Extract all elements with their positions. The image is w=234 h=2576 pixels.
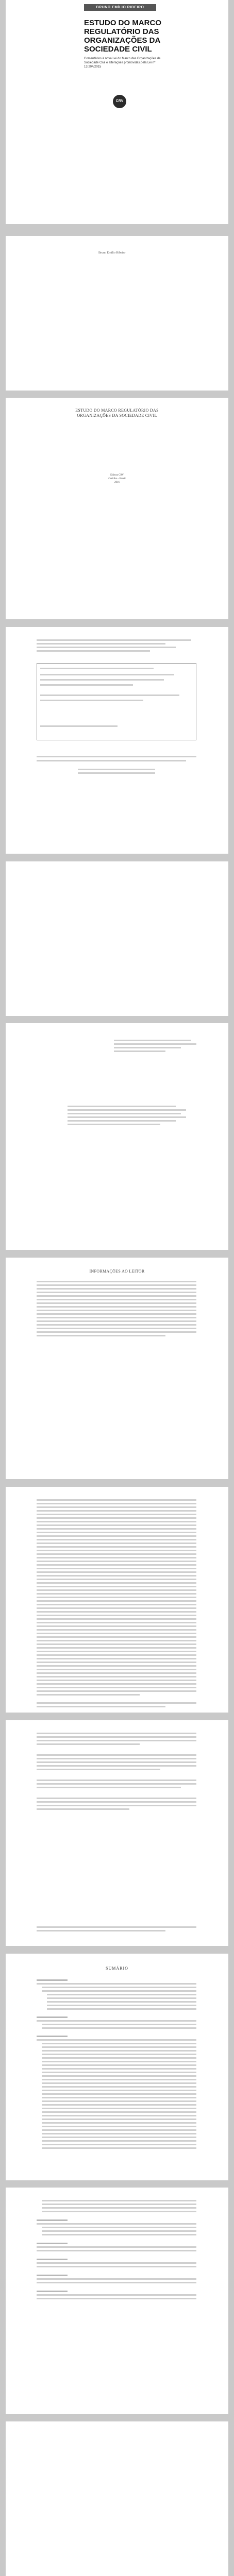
- toc-entry: [37, 2298, 196, 2299]
- epigraph-line: [114, 1043, 196, 1045]
- toc-entry: [42, 2207, 196, 2209]
- toc-entry: [42, 2046, 196, 2048]
- text-line: [37, 1335, 165, 1336]
- text-line: [37, 1528, 196, 1530]
- text-line: [37, 1643, 196, 1645]
- toc-chapter: [37, 2016, 68, 2018]
- epigraph-line: [114, 1040, 191, 1041]
- toc-entry: [42, 2090, 196, 2091]
- epigraph-line: [68, 1116, 186, 1118]
- cataloging-line: [40, 674, 174, 675]
- toc-entry: [42, 2115, 196, 2116]
- text-line: [37, 1302, 196, 1304]
- toc-chapter: [37, 2259, 68, 2260]
- text-line: [37, 1798, 196, 1799]
- text-line: [37, 1801, 196, 1803]
- toc-entry: [42, 2100, 196, 2102]
- body-page: [6, 1487, 228, 1713]
- text-line: [37, 1662, 196, 1663]
- text-line: [37, 1805, 196, 1806]
- text-line: [37, 1589, 196, 1591]
- text-line: [37, 1292, 196, 1293]
- text-line: [37, 1765, 196, 1767]
- text-line: [37, 1306, 196, 1308]
- text-line: [37, 1654, 196, 1656]
- text-line: [37, 1754, 196, 1756]
- text-line: [37, 1284, 196, 1286]
- title-page-year: 2016: [114, 481, 120, 484]
- text-line: [37, 1579, 196, 1580]
- text-line: [37, 1633, 196, 1634]
- text-line: [37, 1761, 196, 1763]
- text-line: [37, 1593, 196, 1595]
- text-line: [37, 1517, 196, 1519]
- toc-entry: [42, 2075, 196, 2077]
- epigraph-line: [68, 1120, 176, 1122]
- cataloging-line: [40, 725, 118, 727]
- text-line: [37, 1561, 196, 1562]
- copyright-line: [37, 650, 150, 652]
- toc-entry: [42, 2061, 196, 2062]
- text-line: [37, 1625, 196, 1627]
- toc-entry: [42, 2111, 196, 2113]
- text-line: [37, 1288, 196, 1290]
- text-line: [37, 1582, 196, 1584]
- cataloging-line: [40, 684, 133, 686]
- text-line: [37, 1808, 129, 1810]
- epigraph-line: [68, 1106, 176, 1107]
- toc-entry: [37, 2262, 196, 2264]
- text-line: [37, 1546, 196, 1548]
- toc-chapter: [37, 2219, 68, 2221]
- text-line: [37, 1295, 196, 1297]
- toc-entry: [42, 2200, 196, 2201]
- toc-entry: [42, 2211, 196, 2212]
- text-line: [37, 1575, 196, 1577]
- text-line: [37, 1597, 196, 1598]
- toc-entry: [42, 2234, 196, 2235]
- text-line: [37, 1680, 196, 1681]
- toc-entry: [42, 2133, 196, 2134]
- toc-entry: [47, 1997, 196, 1999]
- text-line: [37, 1317, 196, 1318]
- cover-author: BRUNO EMÍLIO RIBEIRO: [96, 6, 144, 9]
- text-line: [37, 1310, 196, 1311]
- summary-heading: SUMÁRIO: [106, 1966, 128, 1971]
- text-line: [37, 1328, 196, 1329]
- epigraph-line: [68, 1109, 186, 1111]
- toc-entry: [42, 2227, 196, 2228]
- publisher-logo: CRV: [113, 95, 126, 108]
- text-line: [37, 1658, 196, 1659]
- copyright-line: [78, 772, 155, 774]
- text-line: [37, 1687, 196, 1688]
- cataloging-line: [40, 679, 164, 681]
- text-line: [37, 1611, 196, 1613]
- toc-entry: [42, 2050, 196, 2052]
- copyright-line: [78, 769, 155, 770]
- toc-entry: [47, 1994, 196, 1995]
- toc-entry: [37, 2278, 196, 2280]
- toc-entry: [42, 2064, 196, 2066]
- text-line: [37, 1281, 196, 1282]
- cataloging-line: [40, 694, 179, 696]
- toc-entry: [42, 2097, 196, 2098]
- text-line: [37, 1503, 196, 1504]
- toc-entry: [42, 2068, 196, 2070]
- toc-entry: [42, 2122, 196, 2124]
- text-line: [37, 1543, 196, 1544]
- toc-entry: [42, 2119, 196, 2120]
- reader-info-heading: INFORMAÇÕES AO LEITOR: [89, 1269, 145, 1274]
- copyright-line: [37, 643, 165, 645]
- text-line: [37, 1320, 196, 1322]
- text-line: [37, 1553, 196, 1555]
- copyright-line: [37, 639, 191, 641]
- toc-entry: [37, 2246, 196, 2248]
- text-line: [37, 1629, 196, 1631]
- toc-entry: [42, 2079, 196, 2080]
- toc-entry: [42, 2129, 196, 2131]
- text-line: [37, 1571, 196, 1573]
- toc-entry: [42, 2204, 196, 2205]
- cover-subtitle: Comentários à nova Lei do Marco das Organizações da Sociedade Civil e alterações promovidas pela Lei nº 13.204/2015: [84, 57, 161, 69]
- toc-entry: [37, 2223, 196, 2225]
- text-line: [37, 1557, 196, 1558]
- toc-entry: [42, 2027, 196, 2029]
- text-line: [37, 1313, 196, 1315]
- epigraph-line: [114, 1050, 165, 1052]
- toc-entry: [42, 2104, 196, 2106]
- text-line: [37, 1743, 140, 1745]
- toc-entry: [37, 2294, 196, 2296]
- text-line: [37, 1787, 181, 1788]
- title-page-title: ESTUDO DO MARCO REGULATÓRIO DAS ORGANIZAÇÕES DA SOCIEDADE CIVIL: [75, 408, 159, 418]
- toc-entry: [42, 1987, 196, 1988]
- text-line: [37, 1647, 196, 1649]
- text-line: [37, 1676, 196, 1677]
- reader-info-page: [6, 1258, 228, 1479]
- title-page: [6, 398, 228, 619]
- epigraph-page: [6, 1023, 228, 1250]
- cataloging-line: [40, 668, 154, 669]
- summary-page: [6, 1954, 228, 2180]
- text-line: [37, 1521, 196, 1522]
- toc-entry: [37, 2250, 196, 2251]
- text-line: [37, 1331, 196, 1333]
- text-line: [37, 1769, 160, 1770]
- text-line: [37, 1568, 196, 1569]
- footnote-line: [37, 1926, 196, 1928]
- text-line: [37, 1672, 196, 1674]
- toc-entry: [42, 2126, 196, 2127]
- text-line: [37, 1615, 196, 1616]
- toc-entry: [42, 2108, 196, 2109]
- text-line: [37, 1665, 196, 1667]
- epigraph-line: [114, 1047, 181, 1048]
- copyright-line: [37, 756, 196, 757]
- text-line: [37, 1499, 196, 1501]
- footnote-line: [37, 1706, 165, 1707]
- text-line: [37, 1539, 196, 1540]
- toc-chapter: [37, 2036, 68, 2037]
- text-line: [37, 1694, 140, 1696]
- epigraph-line: [68, 1124, 160, 1125]
- toc-entry: [42, 2230, 196, 2232]
- toc-entry: [37, 2266, 196, 2267]
- footnote-line: [37, 1702, 196, 1704]
- toc-entry: [42, 2024, 196, 2025]
- toc-chapter: [37, 2291, 68, 2292]
- cover-page: [6, 0, 228, 224]
- text-line: [37, 1586, 196, 1587]
- cover-title: ESTUDO DO MARCO REGULATÓRIO DAS ORGANIZAÇÕES DA SOCIEDADE CIVIL: [84, 19, 161, 54]
- text-line: [37, 1532, 196, 1533]
- text-line: [37, 1510, 196, 1512]
- toc-entry: [42, 2043, 196, 2044]
- text-line: [37, 1780, 196, 1781]
- cataloging-line: [40, 700, 143, 701]
- title-page-publisher: Editora CRV: [110, 474, 124, 477]
- footnote-line: [37, 1930, 165, 1931]
- toc-entry: [42, 2057, 196, 2059]
- text-line: [37, 1550, 196, 1551]
- text-line: [37, 1535, 196, 1537]
- cataloging-box: [37, 663, 196, 740]
- text-line: [37, 1636, 196, 1638]
- text-line: [37, 1524, 196, 1526]
- toc-entry: [42, 2082, 196, 2084]
- dedication-page: [6, 861, 228, 1016]
- toc-entry: [42, 2054, 196, 2055]
- copyright-line: [37, 647, 176, 648]
- body-page: [6, 1720, 228, 1946]
- text-line: [37, 1736, 196, 1738]
- text-line: [37, 1669, 196, 1670]
- toc-entry: [47, 2008, 196, 2010]
- summary-continued-page: [6, 2188, 228, 2414]
- blank-page: [6, 2421, 228, 2576]
- toc-entry: [37, 2020, 196, 2022]
- toc-chapter: [37, 2275, 68, 2276]
- text-line: [37, 1618, 196, 1620]
- text-line: [37, 1622, 196, 1623]
- text-line: [37, 1600, 196, 1602]
- toc-entry: [42, 2093, 196, 2095]
- toc-entry: [42, 2144, 196, 2145]
- half-title-author: Bruno Emílio Ribeiro: [98, 251, 126, 255]
- epigraph-line: [68, 1113, 181, 1114]
- toc-entry: [42, 2147, 196, 2149]
- text-line: [37, 1651, 196, 1652]
- text-line: [37, 1564, 196, 1566]
- half-title-page: [6, 236, 228, 391]
- toc-entry: [37, 1983, 196, 1985]
- text-line: [37, 1733, 196, 1734]
- toc-entry: [42, 2140, 196, 2142]
- text-line: [37, 1607, 196, 1609]
- toc-chapter: [37, 1979, 68, 1981]
- toc-entry: [37, 2039, 196, 2041]
- text-line: [37, 1690, 196, 1692]
- text-line: [37, 1740, 196, 1741]
- text-line: [37, 1683, 196, 1685]
- toc-chapter: [37, 2243, 68, 2244]
- copyright-page: [6, 627, 228, 854]
- text-line: [37, 1604, 196, 1605]
- text-line: [37, 1640, 196, 1641]
- title-page-city: Curitiba – Brasil: [108, 478, 126, 480]
- text-line: [37, 1324, 196, 1326]
- toc-entry: [47, 2001, 196, 2003]
- text-line: [37, 1299, 196, 1300]
- toc-entry: [37, 2282, 196, 2283]
- text-line: [37, 1758, 196, 1759]
- copyright-line: [37, 760, 186, 761]
- toc-entry: [42, 2072, 196, 2073]
- toc-entry: [42, 1990, 196, 1992]
- toc-entry: [42, 2086, 196, 2088]
- text-line: [37, 1506, 196, 1508]
- text-line: [37, 1514, 196, 1515]
- toc-entry: [42, 2137, 196, 2138]
- text-line: [37, 1783, 196, 1785]
- toc-entry: [47, 2005, 196, 2006]
